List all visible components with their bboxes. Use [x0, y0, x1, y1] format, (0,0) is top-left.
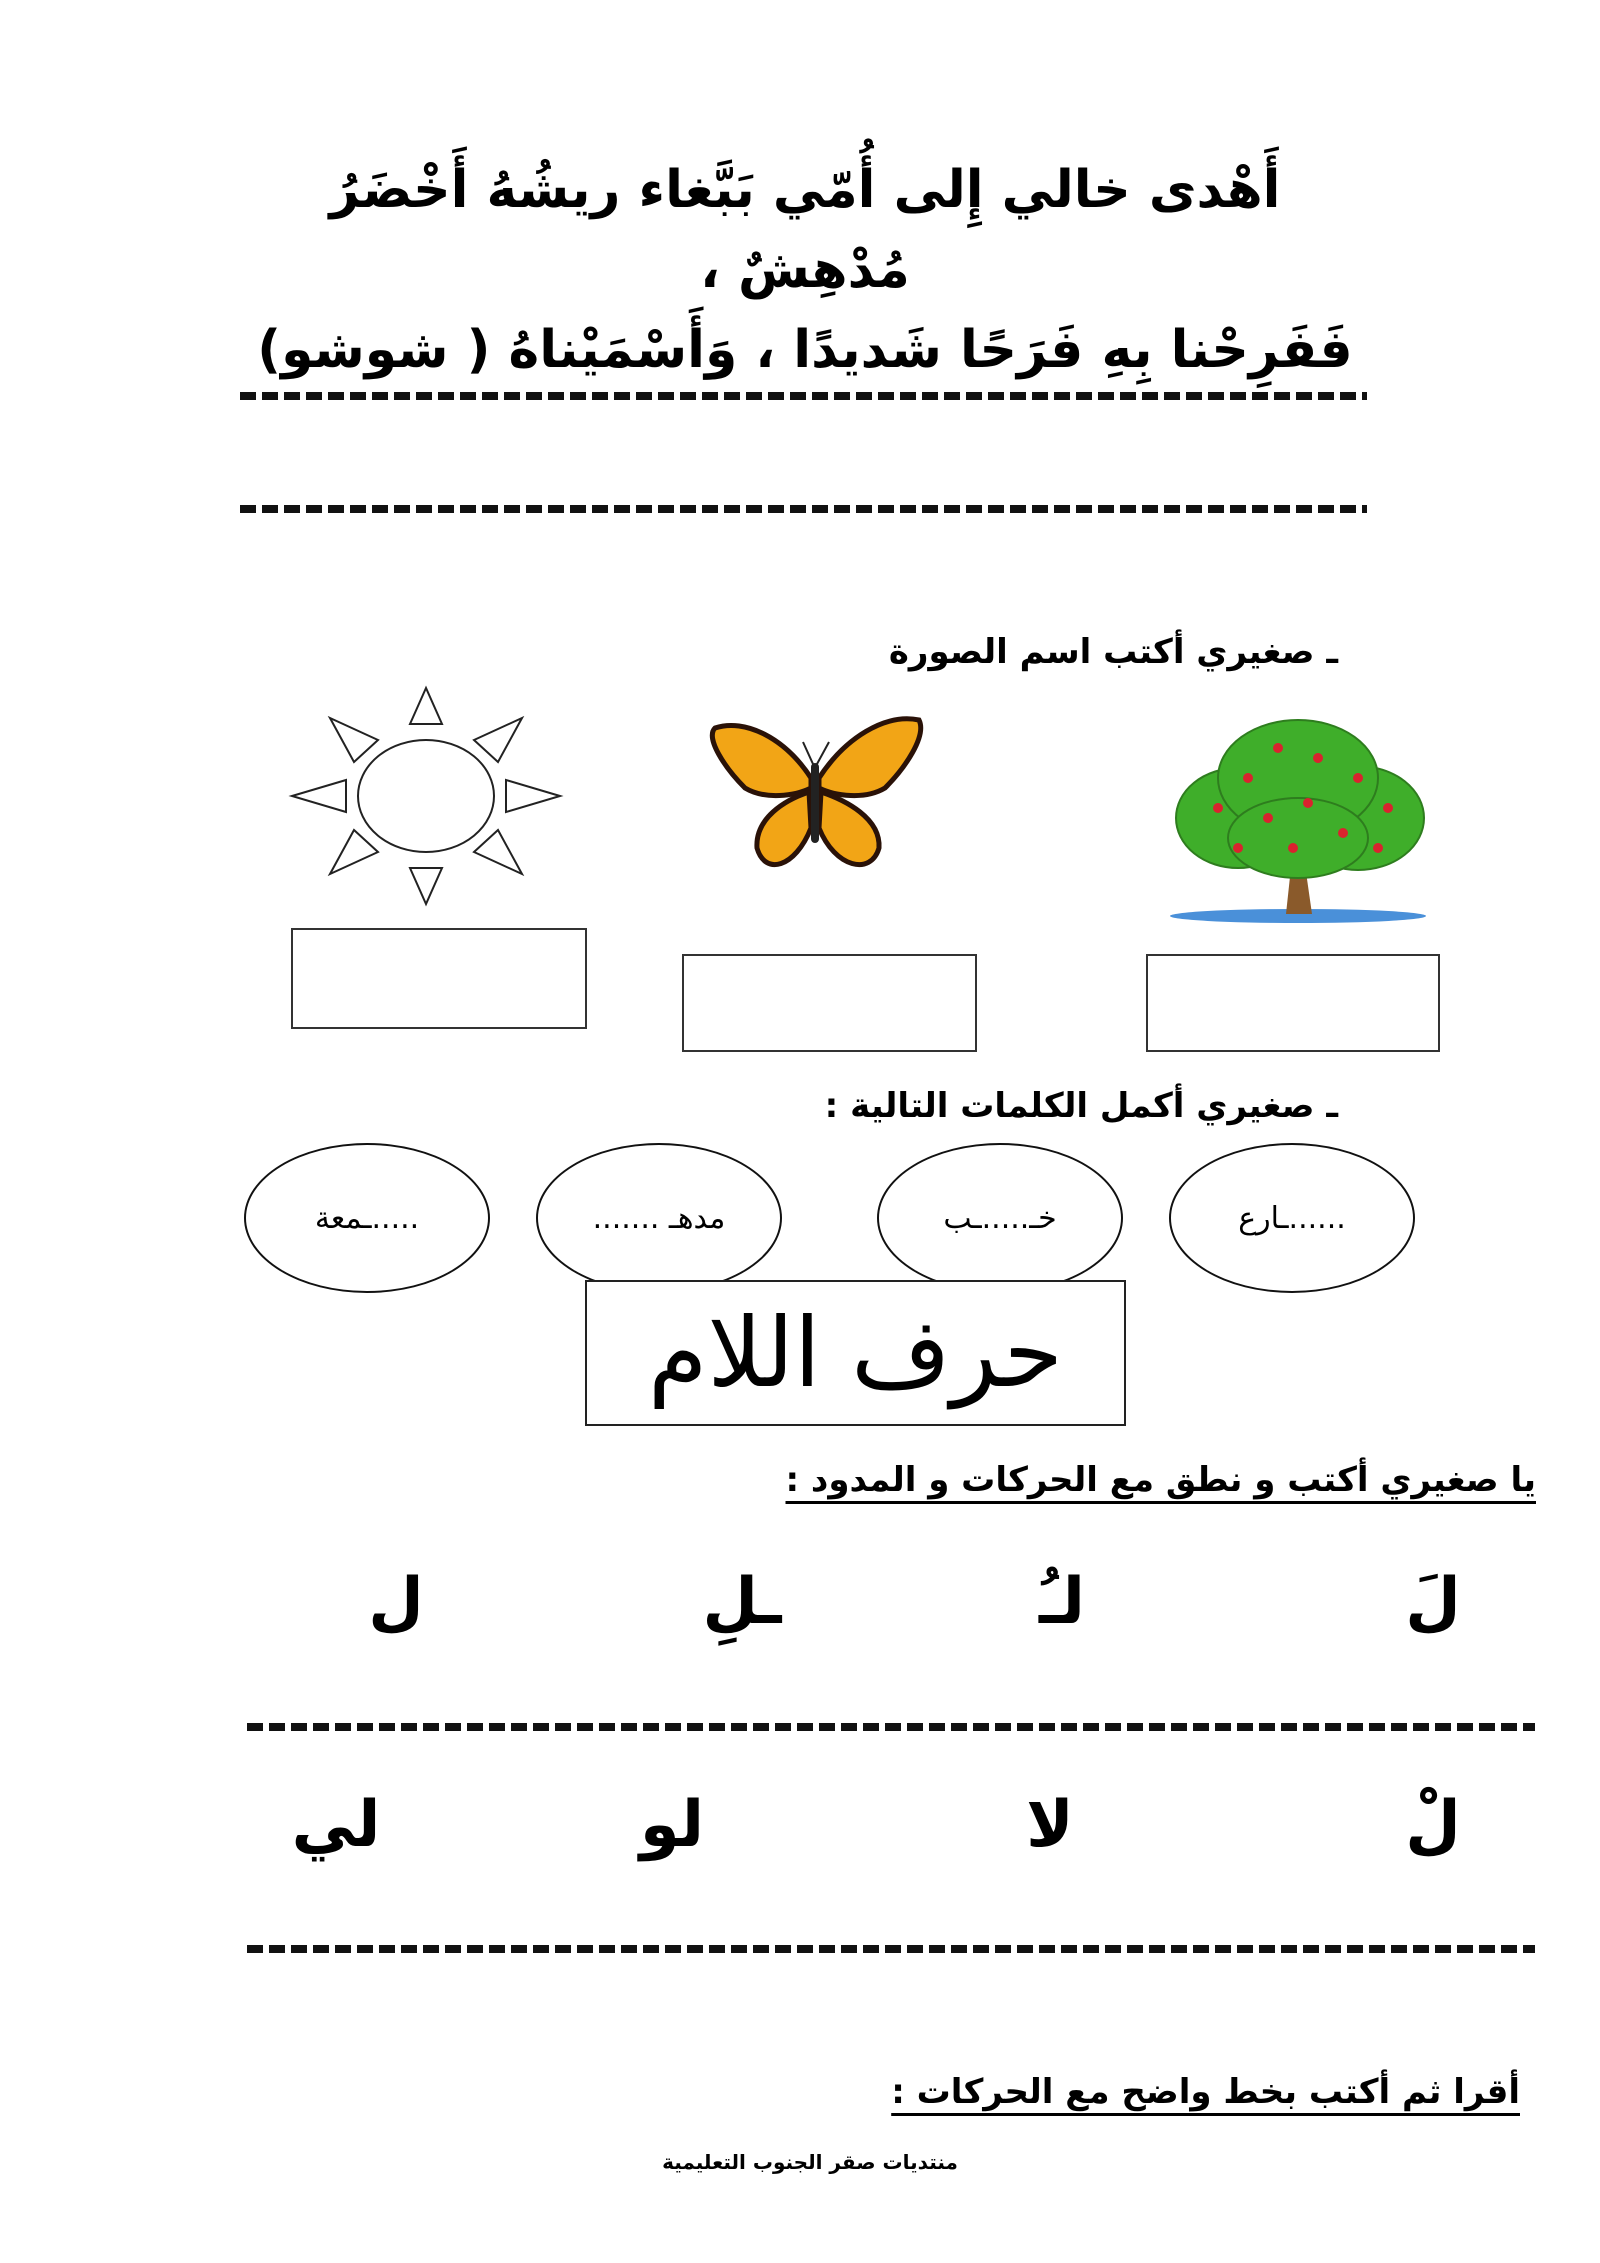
write-pronounce-heading: يا صغيري أكتب و نطق مع الحركات و المدود : — [785, 1460, 1536, 1500]
word-blank: ......ـارع — [1238, 1200, 1346, 1236]
word-blank: خـ.....ـب — [943, 1200, 1057, 1236]
tree-icon — [1168, 708, 1430, 928]
complete-words-heading: ـ صغيري أكمل الكلمات التالية : — [824, 1086, 1338, 1126]
answer-box-sun[interactable] — [291, 928, 587, 1029]
letter-item: لا — [1026, 1788, 1074, 1862]
letter-item: لـُ — [1039, 1565, 1085, 1639]
letter-item: لَ — [1405, 1565, 1461, 1639]
passage-line-1: أَهْدى خالي إِلى أُمّي بَبَّغاء ريشُهُ أَخْضَرُ مُدْهِشٌ ، — [329, 160, 1281, 300]
reading-passage — [240, 150, 1370, 390]
picture-naming-heading: ـ صغيري أكتب اسم الصورة — [888, 632, 1338, 672]
read-write-heading: أقرا ثم أكتب بخط واضح مع الحركات : — [891, 2072, 1520, 2112]
word-oval[interactable] — [536, 1143, 782, 1293]
answer-box-tree[interactable] — [1146, 954, 1440, 1052]
word-oval[interactable] — [1169, 1143, 1415, 1293]
butterfly-icon — [705, 708, 925, 880]
letter-title: حرف اللام — [648, 1297, 1063, 1409]
writing-line — [247, 1723, 1535, 1731]
answer-box-butterfly[interactable] — [682, 954, 977, 1052]
word-oval[interactable] — [244, 1143, 490, 1293]
letter-item: لو — [639, 1788, 705, 1862]
word-blank: مدهـ ....... — [592, 1200, 726, 1236]
sun-icon — [286, 680, 566, 912]
letter-item: لي — [291, 1788, 381, 1862]
letter-item: لْ — [1405, 1788, 1461, 1862]
passage-line-2: فَفَرِحْنا بِهِ فَرَحًا شَديدًا ، وَأَسْمَيْناهُ ( شوشو) — [257, 320, 1353, 380]
footer-credit: منتديات صقر الجنوب التعليمية — [662, 2150, 958, 2174]
letter-item: ل — [368, 1565, 424, 1639]
letter-item: ـلِ — [702, 1565, 782, 1639]
writing-line — [247, 1945, 1535, 1953]
writing-line — [240, 392, 1367, 400]
word-blank: .....ـمعة — [314, 1200, 420, 1236]
writing-line — [240, 505, 1367, 513]
word-oval[interactable] — [877, 1143, 1123, 1293]
letter-title-box — [585, 1280, 1126, 1426]
